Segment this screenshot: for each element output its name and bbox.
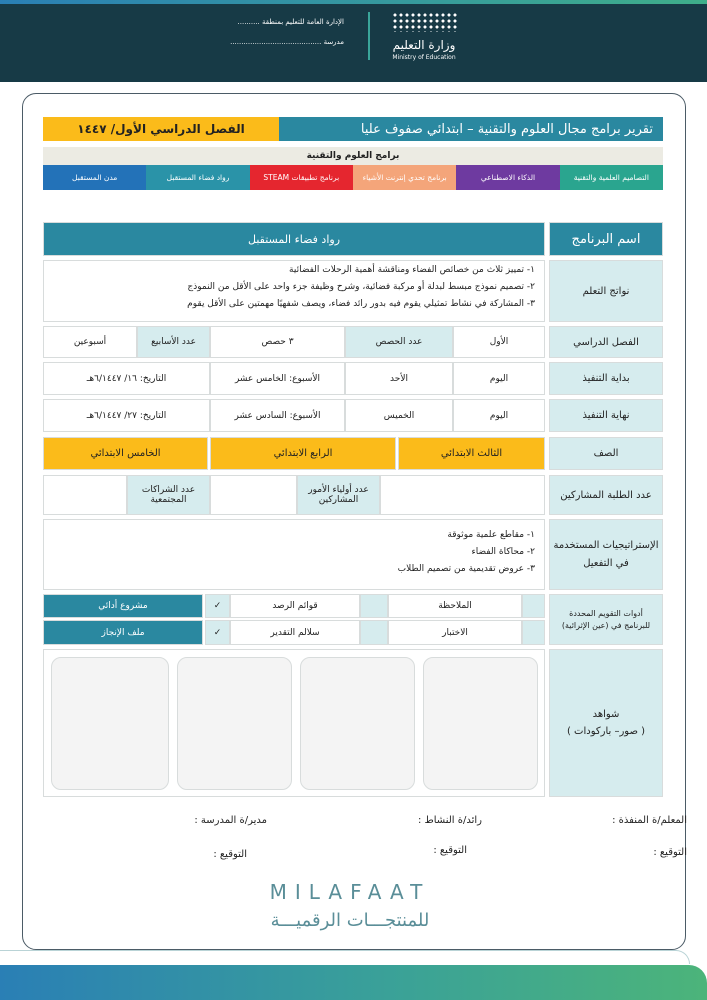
school-line: مدرسة ......................................... <box>230 38 344 46</box>
end-day: الخميس <box>345 399 453 432</box>
admin-line: الإدارة العامة للتعليم بمنطقة .......... <box>237 18 344 26</box>
principal-sign: التوقيع : <box>213 849 247 860</box>
partners-label: عدد الشراكات المجتمعية <box>127 475 210 515</box>
periods-label: عدد الحصص <box>345 326 453 358</box>
category-1: الذكاء الاصطناعي <box>456 165 559 190</box>
category-4: رواد فضاء المستقبل <box>146 165 249 190</box>
students-label: عدد الطلبة المشاركين <box>549 475 663 515</box>
tool-rubrics: سلالم التقدير <box>230 620 360 645</box>
partners-count-field[interactable] <box>43 475 127 515</box>
header-divider <box>368 12 370 60</box>
grade-4: الرابع الابتدائي <box>210 437 396 470</box>
principal-label: مدير/ة المدرسة : <box>194 815 267 826</box>
parents-count-field[interactable] <box>210 475 297 515</box>
category-2: برنامج تحدي إنترنت الأشياء <box>353 165 456 190</box>
rubric-check[interactable] <box>360 620 388 645</box>
watermark-text-ar: للمنتجـــات الرقميـــة <box>270 910 430 931</box>
evidence-sub: ( صور– باركودات ) <box>566 726 646 737</box>
outcome-item: ٢- تصميم نموذج مبسط لبدلة أو مركبة فضائية، وشرح وظيفة جزء واحد على الأقل من النموذج <box>187 282 535 292</box>
end-day-label: اليوم <box>453 399 545 432</box>
periods-value: ٣ حصص <box>210 326 345 358</box>
outcome-item: ١- تمييز ثلاث من خصائص الفضاء ومناقشة أهمية الرحلات الفضائية <box>289 265 535 275</box>
program-name: رواد فضاء المستقبل <box>43 222 545 256</box>
tool-performance-project: مشروع أدائي <box>43 594 203 618</box>
evidence-title: شواهد <box>592 709 620 720</box>
start-day-label: اليوم <box>453 362 545 395</box>
grade-3: الثالث الابتدائي <box>398 437 545 470</box>
portfolio-check[interactable]: ✓ <box>205 620 230 645</box>
students-count-field[interactable] <box>380 475 545 515</box>
outcome-item: ٣- المشاركة في نشاط تمثيلي يقوم فيه بدور رائد فضاء، ويصف شفهيًا مهمتين على الأقل يقوم <box>187 299 535 309</box>
semester-title: الفصل الدراسي الأول/ ١٤٤٧ <box>43 117 279 141</box>
ministry-name-ar: وزارة التعليم <box>392 38 456 52</box>
tool-portfolio: ملف الإنجاز <box>43 620 203 645</box>
start-label: بداية التنفيذ <box>549 362 663 395</box>
teacher-label: المعلم/ة المنفذة : <box>612 815 687 826</box>
category-3: برنامج تطبيقات STEAM <box>250 165 353 190</box>
watermark-text-en: MILAFAAT <box>269 880 431 904</box>
grade-5: الخامس الابتدائي <box>43 437 208 470</box>
weeks-label: عدد الأسابيع <box>137 326 210 358</box>
evidence-label <box>549 649 663 797</box>
end-week: الأسبوع: السادس عشر <box>210 399 345 432</box>
checklist-check[interactable] <box>360 594 388 618</box>
strategy-item: ١- مقاطع علمية موثوقة <box>447 530 535 540</box>
program-label: اسم البرنامج <box>549 222 663 256</box>
page-header <box>0 0 707 82</box>
start-week: الأسبوع: الخامس عشر <box>210 362 345 395</box>
evidence-slot[interactable] <box>423 657 538 790</box>
footer-bar <box>0 965 707 1000</box>
report-title: تقرير برامج مجال العلوم والتقنية – ابتدائي صفوف عليا <box>279 117 663 141</box>
strategies-list <box>245 527 545 578</box>
project-check[interactable]: ✓ <box>205 594 230 618</box>
parents-label: عدد أولياء الأمور المشاركين <box>297 475 380 515</box>
observation-check[interactable] <box>522 594 545 618</box>
start-date: التاريخ: ١٦/ ٦/١٤٤٧هـ <box>43 362 210 395</box>
evidence-slot[interactable] <box>177 657 292 790</box>
semester-value: الأول <box>453 326 545 358</box>
tool-test: الاختبار <box>388 620 522 645</box>
strategies-label: الإستراتيجيات المستخدمة في التفعيل <box>549 519 663 590</box>
teacher-sign: التوقيع : <box>653 847 687 858</box>
leader-label: رائد/ة النشاط : <box>417 815 482 826</box>
outcomes-label: نواتج التعلم <box>549 260 663 322</box>
category-0: التصاميم العلمية والتقنية <box>560 165 663 190</box>
ministry-name-en: Ministry of Education <box>392 54 456 61</box>
semester-label: الفصل الدراسي <box>549 326 663 358</box>
assessment-label: أدوات التقويم المحددة للبرنامج في (عين الإثرائية) <box>549 594 663 645</box>
start-day: الأحد <box>345 362 453 395</box>
strategy-item: ٢- محاكاة الفضاء <box>471 547 535 557</box>
outcomes-list <box>45 262 545 313</box>
footer-line <box>0 950 690 964</box>
end-date: التاريخ: ٢٧/ ٦/١٤٤٧هـ <box>43 399 210 432</box>
evidence-slot[interactable] <box>51 657 169 790</box>
evidence-slot[interactable] <box>300 657 415 790</box>
tool-checklists: قوائم الرصد <box>230 594 360 618</box>
leader-sign: التوقيع : <box>433 845 467 856</box>
tool-observation: الملاحظة <box>388 594 522 618</box>
test-check[interactable] <box>522 620 545 645</box>
subtitle: برامج العلوم والتقنية <box>43 147 663 165</box>
end-label: نهاية التنفيذ <box>549 399 663 432</box>
grade-label: الصف <box>549 437 663 470</box>
ministry-logo-icon <box>392 12 458 32</box>
strategy-item: ٣- عروض تقديمية من تصميم الطلاب <box>397 564 535 574</box>
header-strip <box>0 0 707 4</box>
category-5: مدن المستقبل <box>43 165 146 190</box>
weeks-value: أسبوعين <box>43 326 137 358</box>
